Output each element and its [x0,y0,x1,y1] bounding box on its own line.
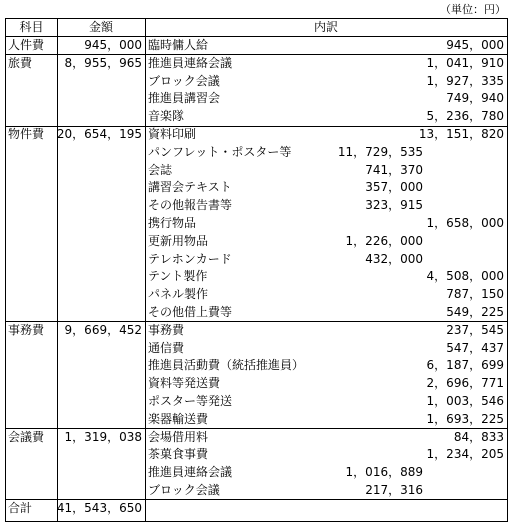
breakdown-item-label: 楽器輸送費 [148,411,209,426]
breakdown-item-label: 推進員連絡会議 [148,55,233,70]
category-total: 945，000 [84,38,142,52]
breakdown-item-amount: 1，927，335 [426,73,504,88]
breakdown-item-label: テント製作 [148,269,208,284]
breakdown-item-label: 会誌 [148,162,173,177]
breakdown-item-label: その他借上費等 [148,305,233,319]
category-label: 会議費 [8,429,45,444]
breakdown-item-amount: 1，658，000 [426,216,504,230]
breakdown-item-amount: 549，225 [446,305,504,319]
budget-table [5,18,508,522]
breakdown-item-label: 音楽隊 [148,109,185,124]
breakdown-item-label: 通信費 [148,340,185,355]
breakdown-item-label: 茶菓食事費 [148,447,209,462]
breakdown-item-amount: 945，000 [446,38,504,52]
category-total: 8，955，965 [64,55,142,70]
amount-column-divider [57,19,146,521]
header-separator [6,36,507,37]
breakdown-item-amount: 2，696，771 [426,376,504,391]
breakdown-item-amount: 237，545 [446,322,504,337]
breakdown-item-amount: 749，940 [446,91,504,106]
breakdown-item-label: パンフレット・ポスター等 [148,144,292,159]
category-label: 物件費 [8,127,45,141]
category-total: 1，319，038 [64,429,142,444]
category-total: 9，669，452 [64,322,142,337]
breakdown-item-amount: 432，000 [365,251,423,266]
breakdown-item-label: 会場借用料 [148,429,209,444]
header-breakdown: 内訳 [313,20,338,34]
breakdown-item-label: 更新用物品 [148,233,209,248]
grand-total-label: 合計 [8,500,33,515]
breakdown-item-amount: 1，226，000 [345,233,423,248]
unit-label: （単位：円） [440,3,506,16]
breakdown-item-amount: 1，041，910 [426,55,504,70]
category-total: 20，654，195 [56,127,142,141]
breakdown-item-label: 事務費 [148,322,185,337]
category-label: 旅費 [8,55,33,70]
breakdown-item-amount: 1，003，546 [426,394,504,408]
breakdown-item-label: 推進員活動費（統括推進員） [148,358,305,373]
grand-total-amount: 41，543，650 [56,500,142,515]
breakdown-item-amount: 5，236，780 [426,109,504,124]
breakdown-item-amount: 547，437 [446,340,504,355]
breakdown-item-label: 講習会テキスト [148,180,232,195]
breakdown-item-amount: 323，915 [365,198,423,213]
breakdown-item-amount: 1，016，889 [345,465,423,480]
breakdown-item-label: 推進員連絡会議 [148,465,233,480]
breakdown-item-amount: 1，234，205 [426,447,504,462]
breakdown-item-amount: 217，316 [365,483,423,497]
breakdown-item-amount: 787，150 [446,287,504,302]
breakdown-item-amount: 11，729，535 [337,144,423,159]
breakdown-item-label: その他報告書等 [148,198,233,213]
breakdown-item-label: 資料等発送費 [148,376,221,391]
breakdown-item-amount: 13，151，820 [418,127,504,141]
breakdown-item-amount: 4，508，000 [426,269,504,284]
category-label: 事務費 [8,322,45,337]
breakdown-item-amount: 84，833 [453,429,504,444]
category-label: 人件費 [8,38,45,52]
breakdown-item-label: 資料印刷 [148,127,197,141]
breakdown-item-amount: 741，370 [365,162,423,177]
breakdown-item-amount: 357，000 [365,180,423,195]
breakdown-item-label: テレホンカード [148,251,232,266]
breakdown-item-label: 推進員講習会 [148,91,221,106]
category-column-divider [6,19,58,521]
breakdown-item-amount: 6，187，699 [426,358,504,373]
breakdown-item-label: ブロック会議 [148,73,220,88]
header-amount: 金額 [88,20,113,34]
breakdown-item-amount: 1，693，225 [426,411,504,426]
header-category: 科目 [19,20,44,34]
breakdown-item-label: ブロック会議 [148,483,220,497]
breakdown-item-label: 臨時傭人給 [148,38,209,52]
breakdown-item-label: ポスター等発送 [148,394,233,408]
breakdown-item-label: 携行物品 [148,216,197,230]
breakdown-item-label: パネル製作 [148,287,209,302]
